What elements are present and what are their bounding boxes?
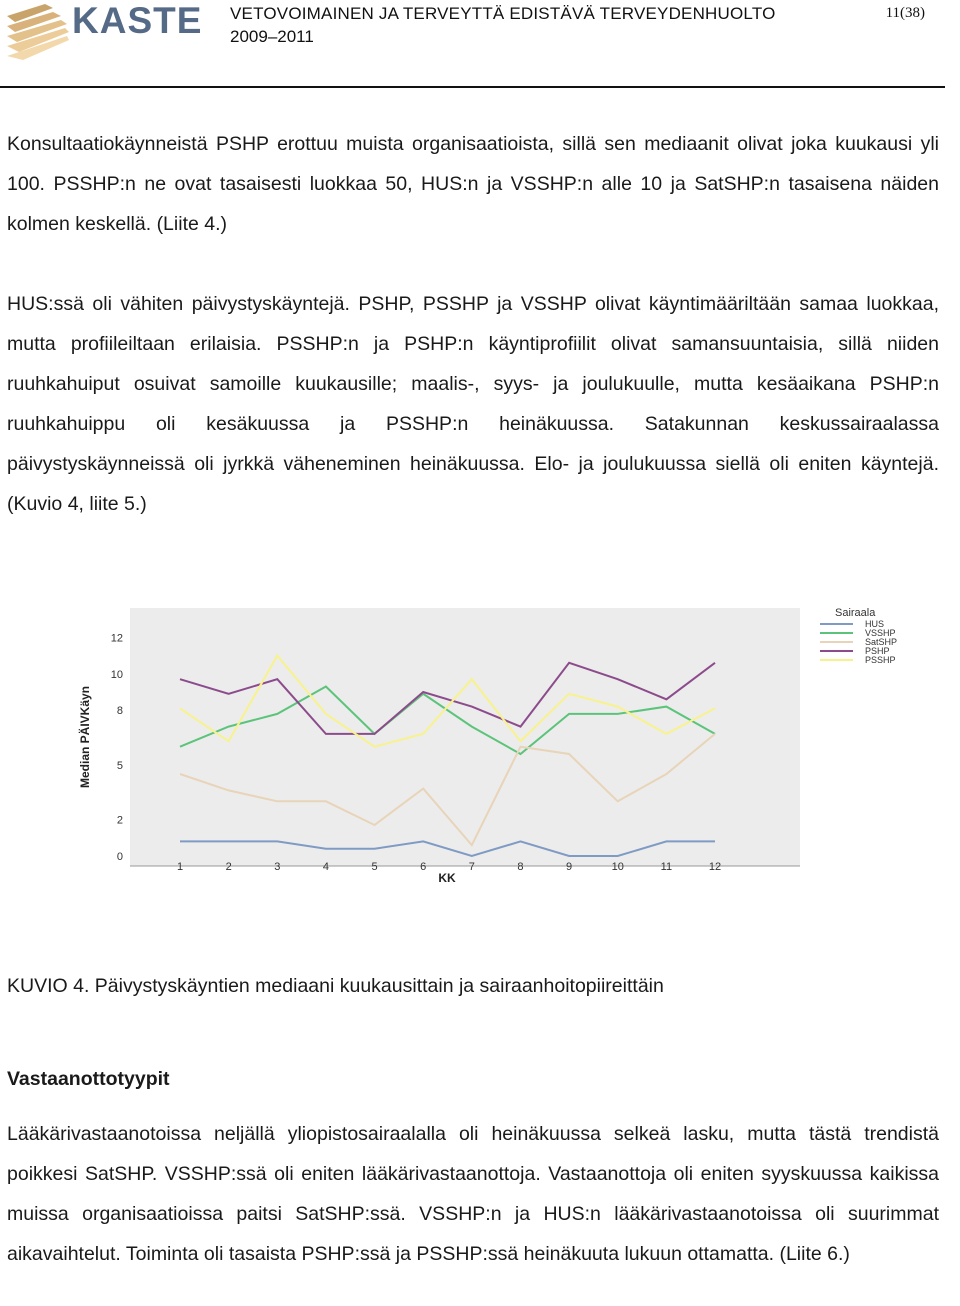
chart-y-tick-label: 5 (116, 759, 123, 772)
chart-x-tick-label: 12 (708, 861, 722, 873)
document-years: 2009–2011 (230, 27, 314, 46)
paragraph-consultation-visits: Konsultaatiokäynneistä PSHP erottuu muista organisaatioista, sillä sen mediaanit olivat joka kuukausi yli 100. PSSHP:n ne ovat tasaisesti luokkaa 50, HUS:n ja VSSHP:n alle 10 ja SatSHP:n tasaisena näiden kolmen keskellä. (Liite 4.) (7, 133, 939, 235)
document-title: VETOVOIMAINEN JA TERVEYTTÄ EDISTÄVÄ TERVEYDENHUOLTO (230, 4, 776, 23)
chart-x-tick-label: 10 (611, 861, 624, 873)
chart-x-tick-label: 4 (322, 861, 329, 873)
chart-x-tick-label: 2 (225, 861, 232, 873)
page-header (0, 0, 945, 88)
chart-x-tick-label: 9 (566, 861, 573, 873)
chart-legend-label: SatSHP (865, 637, 898, 647)
chart-x-tick-label: 11 (660, 861, 673, 873)
chart-x-tick-label: 5 (371, 861, 378, 873)
chart-legend-label: PSHP (865, 646, 890, 656)
chart-x-axis-label: KK (438, 871, 456, 885)
chart-y-axis-label: Median PÄIVKäyn (78, 685, 92, 789)
chart-legend-label: PSSHP (865, 655, 896, 665)
chart-svg (75, 600, 940, 890)
paragraph-appointment-types: Lääkärivastaanotoissa neljällä yliopistosairaalalla oli heinäkuussa selkeä lasku, mutta tästä trendistä poikkesi SatSHP. VSSHP:ssä oli eniten lääkärivastaanottoja. Vastaanottoja oli eniten syyskuussa kaikissa muissa organisaatioissa paitsi SatSHP:ssä. VSSHP:n ja HUS:n lääkärivastaanotoissa oli suurimmat aikavaihtelut. Toiminta oli tasaista PSHP:ssä ja PSSHP:ssä heinäkuuta lukuun ottamatta. (Liite 6.) (7, 1123, 939, 1265)
chart-y-tick-label: 8 (116, 705, 123, 718)
figure-caption: KUVIO 4. Päivystyskäyntien mediaani kuukausittain ja sairaanhoitopiireittäin (7, 975, 664, 997)
chart-legend-title: Sairaala (835, 607, 876, 619)
chart-y-tick-label: 10 (110, 668, 123, 681)
chart-x-tick-label: 7 (468, 861, 475, 873)
chart-legend-label: VSSHP (865, 628, 896, 638)
chart-y-tick-label: 0 (116, 851, 123, 863)
kaste-logo-mark-icon (7, 4, 69, 60)
chart-x-tick-label: 6 (420, 861, 427, 873)
section-heading: Vastaanottotyypit (7, 1068, 170, 1090)
chart-y-tick-label: 12 (110, 632, 123, 645)
page-number: 11(38) (885, 5, 925, 21)
emergency-visits-chart (75, 600, 940, 890)
logo-text: KASTE (72, 0, 203, 41)
chart-x-tick-label: 3 (274, 861, 281, 873)
chart-x-tick-label: 1 (176, 861, 184, 873)
chart-legend-label: HUS (865, 619, 885, 629)
paragraph-emergency-visits: HUS:ssä oli vähiten päivystyskäyntejä. PSHP, PSSHP ja VSSHP olivat käyntimääriltään samaa luokkaa, mutta profiileiltaan erilaisia. PSSHP:n ja PSHP:n käyntiprofiilit olivat samansuuntaisia, sillä niiden ruuhkahuiput osuivat samoille kuukausille; maalis-, syys- ja joulukuulle, mutta kesäaikana PSHP:n ruuhkahuippu oli kesäkuussa ja PSSHP:n heinäkuussa. Satakunnan keskussairaalassa päivystyskäynneissä oli jyrkkä väheneminen heinäkuussa. Elo- ja joulukuussa siellä oli eniten käyntejä. (Kuvio 4, liite 5.) (7, 293, 939, 515)
chart-x-tick-label: 8 (517, 861, 524, 873)
chart-y-tick-label: 2 (116, 814, 123, 827)
